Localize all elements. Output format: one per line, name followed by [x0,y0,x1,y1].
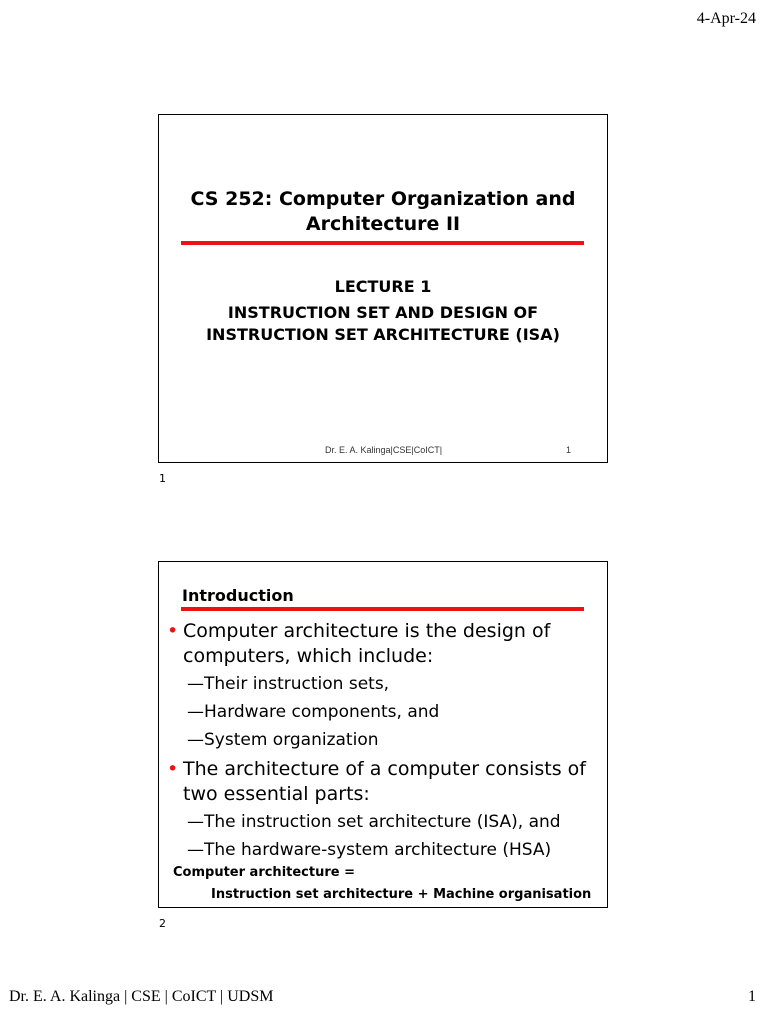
slide-heading: Introduction [182,586,294,605]
lecture-topic [159,302,607,346]
lecture-topic-line-1: INSTRUCTION SET AND DESIGN OF [227,303,539,322]
page-footer-author: Dr. E. A. Kalinga | CSE | CoICT | UDSM [9,988,274,1005]
sub-bullet-item: —System organization [187,730,379,750]
sub-bullet-item: —The hardware-system architecture (HSA) [187,840,552,860]
title-divider [181,241,584,245]
bullet-text: Computer architecture is the design of computers, which include: [183,620,551,667]
lecture-topic-line-2: INSTRUCTION SET ARCHITECTURE (ISA) [206,325,560,344]
bullet-dot-icon: • [167,758,179,780]
bullet-text: The architecture of a computer consists of two essential parts: [183,758,586,805]
sub-bullet-item: —Hardware components, and [187,702,440,722]
page-number: 1 [748,988,756,1005]
slide-2 [158,561,608,908]
slide-title-line-1: CS 252: Computer Organization and [190,188,576,210]
definition-line-2: Instruction set architecture + Machine organisation [211,887,592,902]
page-date: 4-Apr-24 [696,10,756,27]
slide-index-1: 1 [159,472,166,485]
slide-1 [158,114,608,463]
slide-title-line-2: Architecture II [305,213,461,235]
slide-footer: Dr. E. A. Kalinga|CSE|CoICT| [325,445,443,455]
definition-line-1: Computer architecture = [173,865,355,880]
slide-title [159,187,607,237]
lecture-number: LECTURE 1 [334,277,432,296]
heading-divider [181,607,584,611]
sub-bullet-item: —Their instruction sets, [187,674,390,694]
bullet-item [167,619,597,669]
bullet-dot-icon: • [167,620,179,642]
slide-number: 1 [566,445,572,455]
bullet-item [167,757,597,807]
slide-index-2: 2 [159,917,166,930]
sub-bullet-item: —The instruction set architecture (ISA), and [187,812,561,832]
